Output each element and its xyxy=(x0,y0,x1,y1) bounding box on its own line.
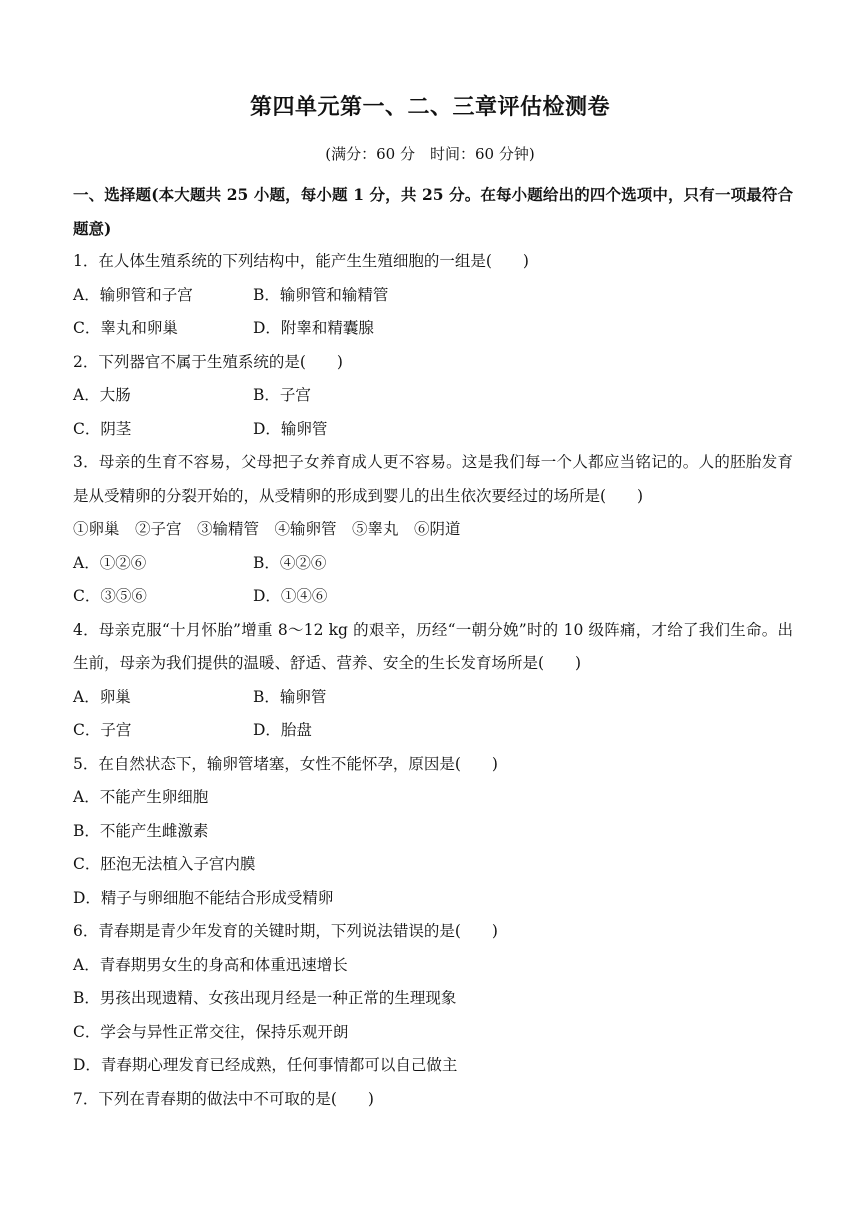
question-6-option-a: A．青春期男女生的身高和体重迅速增长 xyxy=(73,955,348,974)
question-3-items: ①卵巢 ②子宫 ③输精管 ④输卵管 ⑤睾丸 ⑥阴道 xyxy=(73,520,461,538)
question-3-options-row-2 xyxy=(73,580,793,614)
question-2-option-c: C．阴茎 xyxy=(73,419,132,438)
question-4-option-b: B．输卵管 xyxy=(253,687,327,706)
question-6-option-b: B．男孩出现遗精、女孩出现月经是一种正常的生理现象 xyxy=(73,989,457,1007)
question-4-option-a: A．卵巢 xyxy=(73,687,131,706)
question-1-stem: 1．在人体生殖系统的下列结构中，能产生生殖细胞的一组是( ) xyxy=(73,252,529,270)
question-3-option-b: B．④②⑥ xyxy=(253,553,327,572)
question-1-options-row-1 xyxy=(73,279,793,313)
question-5-option-c: C．胚泡无法植入子宫内膜 xyxy=(73,855,256,873)
question-5-stem: 5．在自然状态下，输卵管堵塞，女性不能怀孕，原因是( ) xyxy=(73,754,498,773)
exam-body xyxy=(73,178,793,1116)
question-2-options-row-1 xyxy=(73,379,793,413)
question-1-option-c: C．睾丸和卵巢 xyxy=(73,319,178,337)
question-5-option-b: B．不能产生雌激素 xyxy=(73,821,209,840)
question-3-option-a: A．①②⑥ xyxy=(73,553,147,572)
question-5-option-d: D．精子与卵细胞不能结合形成受精卵 xyxy=(73,888,334,907)
question-3-options-row-1 xyxy=(73,547,793,581)
question-4-option-d: D．胎盘 xyxy=(253,721,312,739)
question-6-option-c: C．学会与异性正常交往，保持乐观开朗 xyxy=(73,1022,349,1041)
section-header-choice: 一、选择题(本大题共 25 小题，每小题 1 分，共 25 分。在每小题给出的四个选项中，只有一项最符合题意) xyxy=(73,185,793,238)
question-6-option-d: D．青春期心理发育已经成熟，任何事情都可以自己做主 xyxy=(73,1056,458,1074)
question-3-option-d: D．①④⑥ xyxy=(253,587,328,605)
question-4-options-row-2 xyxy=(73,714,793,748)
question-1-option-a: A．输卵管和子宫 xyxy=(73,285,193,304)
question-2-option-b: B．子宫 xyxy=(253,386,311,404)
question-3-stem: 3．母亲的生育不容易，父母把子女养育成人更不容易。这是我们每一个人都应当铭记的。人的胚胎发育是从受精卵的分裂开始的，从受精卵的形成到婴儿的出生依次要经过的场所是( ) xyxy=(73,453,793,505)
question-1-option-b: B．输卵管和输精管 xyxy=(253,285,389,304)
question-2-option-a: A．大肠 xyxy=(73,386,131,404)
question-1-option-d: D．附睾和精囊腺 xyxy=(253,319,374,337)
question-7-stem: 7．下列在青春期的做法中不可取的是( ) xyxy=(73,1089,374,1108)
question-5-option-a: A．不能产生卵细胞 xyxy=(73,788,209,806)
question-1-options-row-2 xyxy=(73,312,793,346)
score-time-info: (满分：60 分 时间：60 分钟) xyxy=(325,145,535,163)
question-4-options-row-1 xyxy=(73,681,793,715)
question-6-stem: 6．青春期是青少年发育的关键时期，下列说法错误的是( ) xyxy=(73,922,498,940)
question-2-stem: 2．下列器官不属于生殖系统的是( ) xyxy=(73,352,343,371)
question-2-option-d: D．输卵管 xyxy=(253,419,328,438)
page-title: 第四单元第一、二、三章评估检测卷 xyxy=(249,94,610,120)
question-4-option-c: C．子宫 xyxy=(73,721,132,739)
question-3-option-c: C．③⑤⑥ xyxy=(73,587,147,605)
question-2-options-row-2 xyxy=(73,413,793,447)
question-4-stem: 4．母亲克服“十月怀胎”增重 8～12 kg 的艰辛，历经“一朝分娩”时的 10 级阵痛，才给了我们生命。出生前，母亲为我们提供的温暖、舒适、营养、安全的生长发育场所是( ) xyxy=(73,620,793,672)
